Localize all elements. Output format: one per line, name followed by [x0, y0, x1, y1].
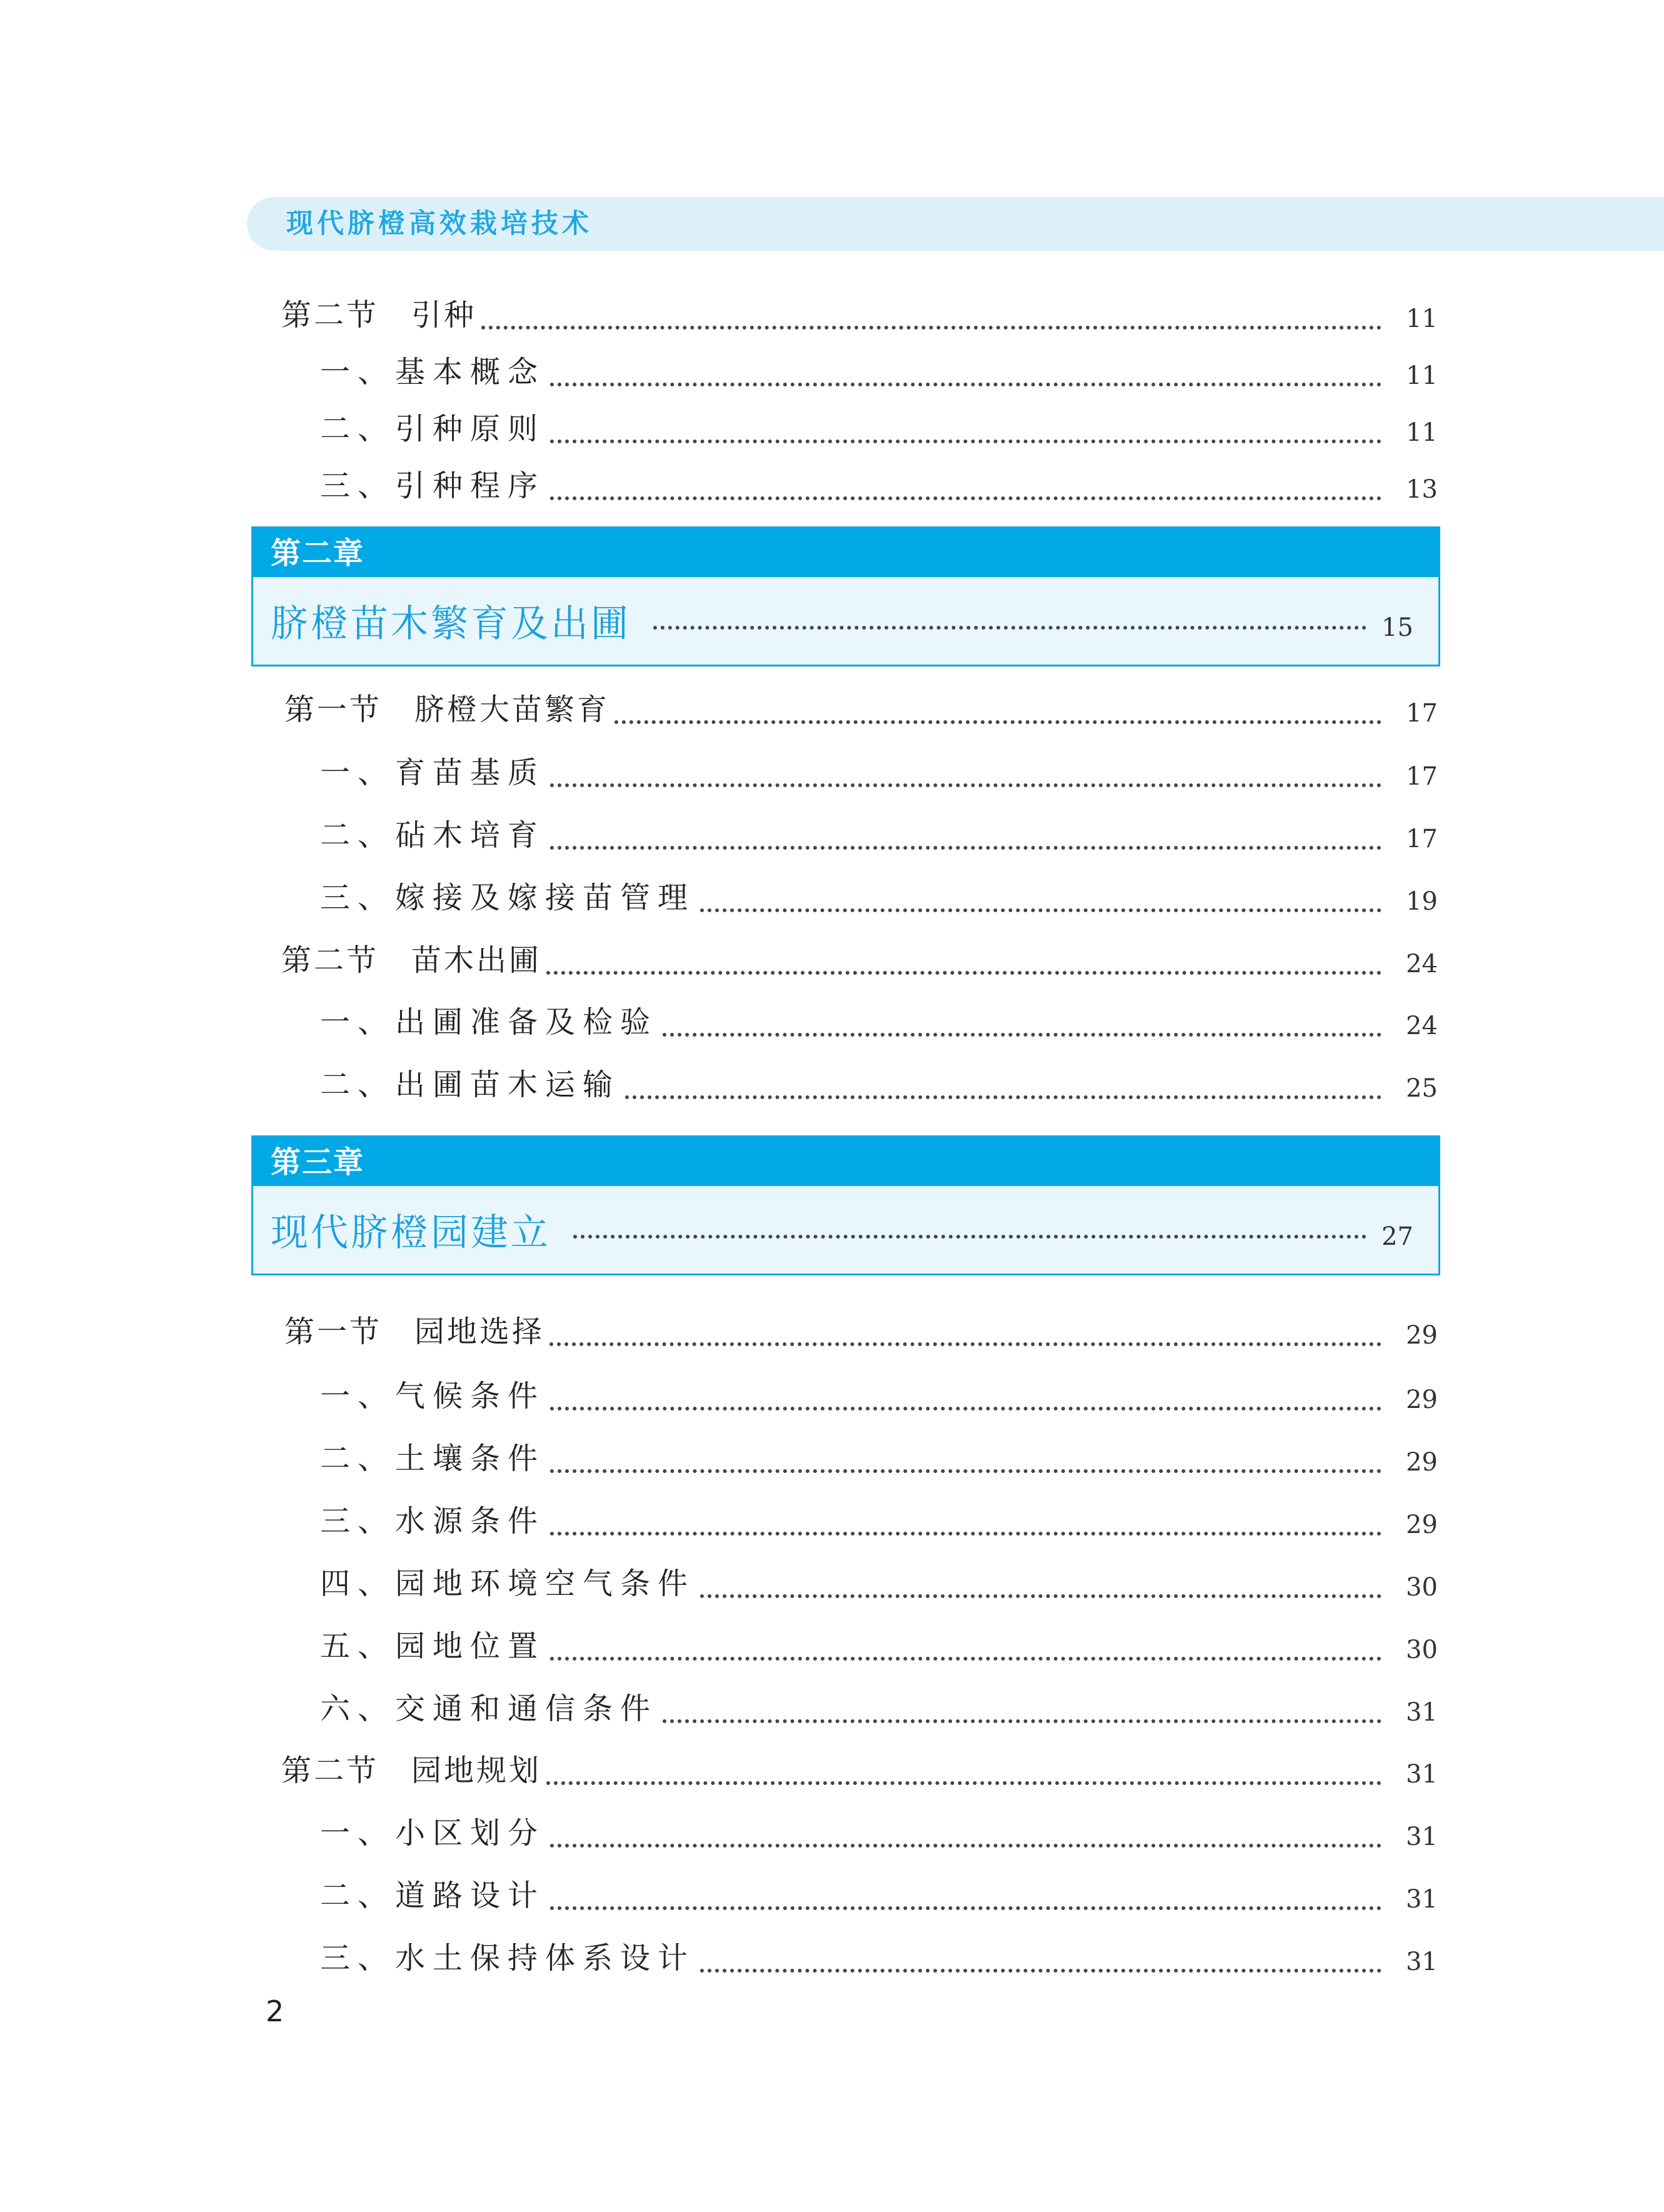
toc-leader-dots [550, 1532, 1381, 1536]
toc-leader-dots [481, 326, 1381, 329]
toc-row[interactable] [320, 350, 1438, 394]
toc-label: 二、土壤条件 [320, 1441, 546, 1476]
toc-leader-dots [550, 1469, 1381, 1473]
toc-leader-dots [550, 1906, 1381, 1910]
toc-leader-dots [573, 1235, 1366, 1239]
toc-label: 第一节 脐橙大苗繁育 [284, 692, 610, 727]
toc-leader-dots [700, 908, 1381, 912]
toc-leader-dots [700, 1969, 1381, 1973]
toc-label: 二、引种原则 [320, 411, 546, 446]
toc-label: 第二节 园地规划 [281, 1753, 542, 1788]
toc-page-number: 30 [1406, 1573, 1438, 1602]
toc-row[interactable] [281, 1749, 1438, 1792]
toc-page-number: 31 [1406, 1760, 1438, 1789]
toc-leader-dots [653, 626, 1366, 630]
chapter-title-row [253, 577, 1438, 665]
toc-row[interactable] [284, 1310, 1438, 1354]
toc-page-number: 31 [1406, 1698, 1438, 1727]
toc-label: 三、嫁接及嫁接苗管理 [320, 880, 696, 915]
toc-label: 第二节 引种 [281, 298, 477, 333]
toc-leader-dots [550, 1844, 1381, 1848]
toc-page-number: 11 [1406, 361, 1438, 390]
toc-leader-dots [549, 1342, 1381, 1346]
chapter-tab: 第三章 [253, 1137, 1438, 1186]
toc-row[interactable] [320, 1000, 1438, 1044]
toc-leader-dots [546, 1781, 1381, 1785]
toc-row[interactable] [320, 1499, 1438, 1543]
toc-row[interactable] [320, 876, 1438, 920]
toc-row[interactable] [320, 1063, 1438, 1107]
toc-row[interactable] [320, 1562, 1438, 1606]
toc-row[interactable] [320, 1811, 1438, 1855]
toc-page-number: 24 [1406, 950, 1438, 978]
page-number: 2 [266, 1994, 284, 2028]
toc-leader-dots [550, 383, 1381, 386]
chapter-title-row [253, 1186, 1438, 1274]
toc-leader-dots [550, 440, 1381, 443]
toc-page-number: 11 [1406, 304, 1438, 333]
toc-page-number: 17 [1406, 825, 1438, 853]
toc-label: 第二节 苗木出圃 [281, 943, 542, 978]
toc-leader-dots [546, 971, 1381, 975]
chapter-title: 脐橙苗木繁育及出圃 [271, 602, 631, 646]
chapter-tab: 第二章 [253, 528, 1438, 577]
toc-row[interactable] [284, 688, 1438, 731]
toc-page-number: 24 [1406, 1012, 1438, 1040]
toc-label: 三、引种程序 [320, 468, 546, 503]
toc-label: 一、出圃准备及检验 [320, 1005, 658, 1040]
toc-leader-dots [663, 1719, 1381, 1723]
toc-row[interactable] [320, 1936, 1438, 1980]
toc-label: 二、砧木培育 [320, 818, 546, 853]
toc-page-number: 29 [1406, 1448, 1438, 1477]
toc-leader-dots [550, 496, 1381, 500]
toc-label: 三、水源条件 [320, 1504, 546, 1539]
toc-label: 一、育苗基质 [320, 755, 546, 790]
toc-page-number: 29 [1406, 1511, 1438, 1539]
chapter-page-number: 15 [1381, 613, 1413, 642]
toc-leader-dots [700, 1594, 1381, 1598]
chapter-box[interactable] [251, 526, 1440, 666]
toc-label: 二、出圃苗木运输 [320, 1067, 621, 1102]
toc-page-number: 17 [1406, 762, 1438, 791]
toc-label: 五、园地位置 [320, 1629, 546, 1664]
toc-label: 一、基本概念 [320, 354, 546, 390]
toc-row[interactable] [320, 1437, 1438, 1481]
toc-page-number: 25 [1406, 1074, 1438, 1103]
toc-leader-dots [550, 846, 1381, 850]
toc-label: 一、小区划分 [320, 1816, 546, 1851]
toc-label: 一、气候条件 [320, 1379, 546, 1414]
toc-leader-dots [550, 783, 1381, 787]
chapter-title: 现代脐橙园建立 [271, 1211, 551, 1255]
toc-leader-dots [625, 1095, 1381, 1099]
toc-label: 四、园地环境空气条件 [320, 1566, 696, 1601]
toc-page-number: 13 [1406, 475, 1438, 504]
toc-row[interactable] [320, 407, 1438, 451]
toc-row[interactable] [320, 751, 1438, 795]
toc-label: 六、交通和通信条件 [320, 1691, 658, 1726]
toc-row[interactable] [281, 938, 1438, 982]
toc-leader-dots [614, 720, 1381, 724]
toc-page-number: 29 [1406, 1321, 1438, 1350]
toc-label: 三、水土保持体系设计 [320, 1941, 696, 1976]
toc-page-number: 17 [1406, 699, 1438, 728]
toc-page-number: 30 [1406, 1636, 1438, 1664]
toc-page-number: 31 [1406, 1885, 1438, 1914]
toc-page-number: 31 [1406, 1822, 1438, 1851]
running-header-title: 现代脐橙高效栽培技术 [286, 208, 593, 239]
toc-page-number: 19 [1406, 887, 1438, 916]
toc-row[interactable] [320, 1624, 1438, 1668]
toc-leader-dots [663, 1033, 1381, 1037]
chapter-box[interactable] [251, 1135, 1440, 1275]
toc-row[interactable] [320, 464, 1438, 508]
toc-row[interactable] [320, 1687, 1438, 1731]
toc-row[interactable] [320, 1874, 1438, 1918]
toc-row[interactable] [320, 1374, 1438, 1418]
toc-page-number: 11 [1406, 418, 1438, 447]
toc-leader-dots [550, 1657, 1381, 1661]
toc-label: 二、道路设计 [320, 1878, 546, 1913]
toc-page-number: 31 [1406, 1948, 1438, 1976]
toc-leader-dots [550, 1407, 1381, 1410]
toc-page-number: 29 [1406, 1385, 1438, 1414]
toc-row[interactable] [320, 813, 1438, 857]
chapter-page-number: 27 [1381, 1222, 1413, 1251]
toc-label: 第一节 园地选择 [284, 1314, 545, 1349]
toc-row[interactable] [281, 293, 1438, 337]
